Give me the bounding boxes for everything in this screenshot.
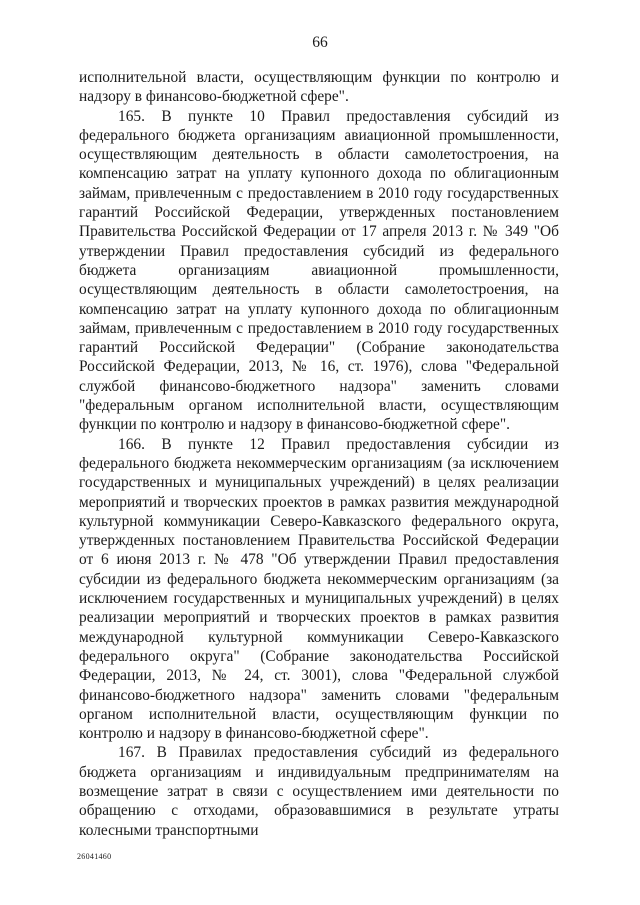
page-number: 66 [312,34,328,51]
paragraph-167: 167. В Правилах предоставления субсидий из федерального бюджета организациям и индивидуальным предпринимателям на возмещение затрат в связи с осуществлением ими деятельности по обращению с отходами, образовавшимися в результате утраты колесными транспортными [79,744,559,839]
paragraph-165: 165. В пункте 10 Правил предоставления субсидий из федерального бюджета организациям авиационной промышленности, осуществляющим деятельность в области самолетостроения, на компенсацию затрат на уплату купонного дохода по облигационным займам, привлеченным с предоставлением в 2010 году государственных гарантий Российской Федерации, утвержденных постановлением Правительства Российской Федерации от 17 апреля 2013 г. № 349 "Об утверждении Правил предоставления субсидий из федерального бюджета организациям авиационной промышленности, осуществляющим деятельность в области самолетостроения, на компенсацию затрат на уплату купонного дохода по облигационным займам, привлеченным с предоставлением в 2010 году государственных гарантий Российской Федерации" (Собрание законодательства Российской Федерации, 2013, № 16, ст. 1976), слова "Федеральной службой финансово-бюджетного надзора" заменить словами "федеральным органом исполнительной власти, осуществляющим функции по контролю и надзору в финансово-бюджетной сфере". [79,107,559,434]
paragraph-166: 166. В пункте 12 Правил предоставления субсидии из федерального бюджета некоммерческим организациям (за исключением государственных и муниципальных учреждений) в целях реализации мероприятий и творческих проектов в рамках развития международной культурной коммуникации Северо-Кавказского федерального округа, утвержденных постановлением Правительства Российской Федерации от 6 июня 2013 г. № 478 "Об утверждении Правил предоставления субсидии из федерального бюджета некоммерческим организациям (за исключением государственных и муниципальных учреждений) в целях реализации мероприятий и творческих проектов в рамках развития международной культурной коммуникации Северо-Кавказского федерального округа" (Собрание законодательства Российской Федерации, 2013, № 24, ст. 3001), слова "Федеральной службой финансово-бюджетного надзора" заменить словами "федеральным органом исполнительной власти, осуществляющим функции по контролю и надзору в финансово-бюджетной сфере". [79,435,559,743]
document-code: 26041460 [77,852,112,861]
document-body [79,68,559,840]
paragraph-continuation: исполнительной власти, осуществляющим функции по контролю и надзору в финансово-бюджетной сфере". [79,69,559,106]
